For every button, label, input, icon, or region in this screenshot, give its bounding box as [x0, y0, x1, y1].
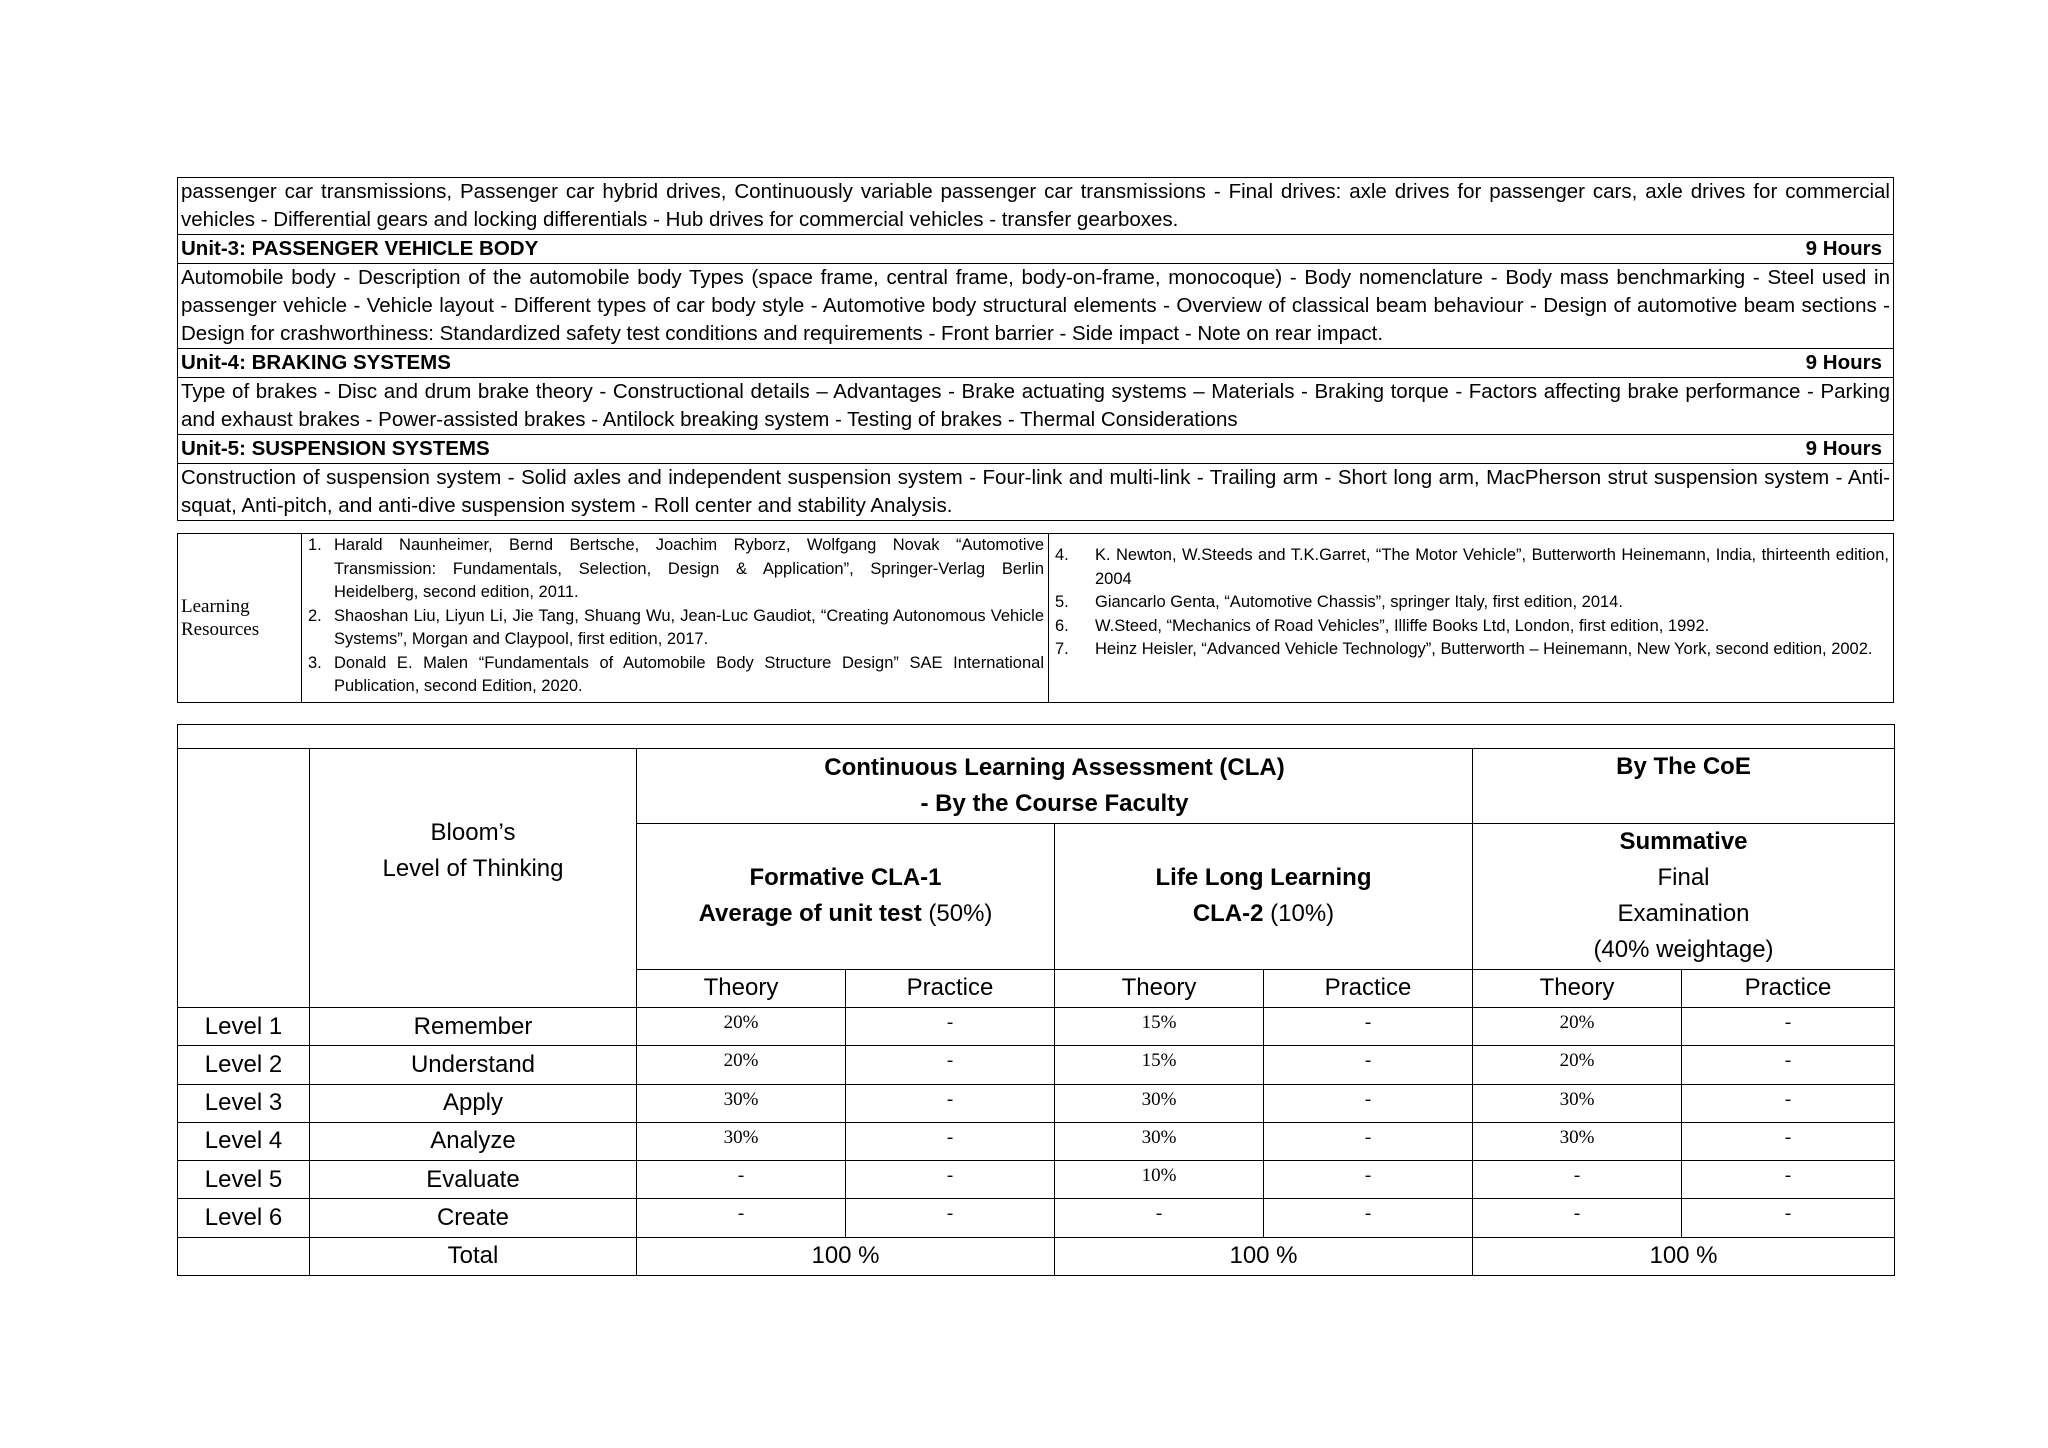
blooms-header [310, 749, 637, 1008]
table-row [178, 1084, 1895, 1122]
header-row-1 [178, 749, 1895, 824]
unit-4-hours: 9 Hours [1805, 351, 1882, 374]
level-cell: Level 6 [178, 1199, 310, 1237]
lifelong-bold: CLA-2 [1192, 900, 1264, 928]
reference-number: 1. [308, 536, 322, 554]
unit-3-body [178, 263, 1893, 348]
total-blank-cell [178, 1237, 310, 1275]
formative-line-1: Formative CLA-1 [749, 864, 942, 892]
unit-3-section [178, 234, 1893, 263]
lifelong-line-2 [1055, 896, 1472, 932]
value-cell: - [1264, 1122, 1473, 1160]
value-cell: - [1264, 1008, 1473, 1046]
value-cell: - [1682, 1046, 1895, 1084]
value-cell: 15% [1055, 1008, 1264, 1046]
level-cell: Level 5 [178, 1161, 310, 1199]
learning-resources-label [178, 534, 302, 702]
reference-text: Giancarlo Genta, “Automotive Chassis”, springer Italy, first edition, 2014. [1095, 593, 1623, 611]
value-cell: - [1473, 1199, 1682, 1237]
unit-4-section [178, 348, 1893, 377]
summative-line-3: Examination [1617, 900, 1750, 928]
unit-5-content: Construction of suspension system - Solid axles and independent suspension system - Four-link and multi-link - Trailing arm - Short long arm, MacPherson strut suspension system - Anti-squat, Anti-pitch, and anti-dive suspension system - Roll center and stability Analysis. [181, 466, 1890, 517]
table-row [178, 1046, 1895, 1084]
blooms-line-2: Level of Thinking [382, 855, 564, 883]
value-cell: - [846, 1161, 1055, 1199]
unit-2-continuation [178, 178, 1893, 234]
value-cell: 30% [1473, 1122, 1682, 1160]
reference-number: 3. [308, 653, 322, 672]
value-cell: - [846, 1008, 1055, 1046]
reference-number: 4. [1055, 546, 1069, 564]
reference-text: K. Newton, W.Steeds and T.K.Garret, “The Motor Vehicle”, Butterworth Heinemann, India, thirteenth edition, 2004 [1095, 546, 1889, 588]
blank-cell [178, 725, 1895, 749]
practice-header: Practice [1264, 969, 1473, 1007]
unit-5-body [178, 463, 1893, 520]
value-cell: - [1682, 1199, 1895, 1237]
total-label: Total [310, 1237, 637, 1275]
theory-header: Theory [1473, 969, 1682, 1007]
value-cell: 20% [1473, 1046, 1682, 1084]
unit-5-hours: 9 Hours [1805, 437, 1882, 460]
reference-number: 5. [1055, 593, 1069, 611]
reference-item [308, 652, 1044, 699]
unit-3-title: Unit-3: PASSENGER VEHICLE BODY [181, 237, 539, 260]
thinking-cell: Understand [310, 1046, 637, 1084]
value-cell: - [637, 1199, 846, 1237]
value-cell: - [637, 1161, 846, 1199]
reference-number: 2. [308, 606, 322, 625]
thinking-cell: Analyze [310, 1122, 637, 1160]
reference-text: Shaoshan Liu, Liyun Li, Jie Tang, Shuang Wu, Jean-Luc Gaudiot, “Creating Autonomous Vehicle Systems”, Morgan and Claypool, first edition, 2017. [334, 606, 1044, 648]
unit-5-header [181, 435, 1890, 463]
practice-header: Practice [1682, 969, 1895, 1007]
unit-4-title: Unit-4: BRAKING SYSTEMS [181, 351, 451, 374]
thinking-cell: Evaluate [310, 1161, 637, 1199]
total-cla1: 100 % [637, 1237, 1055, 1275]
summative-header [1473, 823, 1895, 969]
theory-header: Theory [1055, 969, 1264, 1007]
practice-header: Practice [846, 969, 1055, 1007]
unit-2-content: passenger car transmissions, Passenger car hybrid drives, Continuously variable passenger car transmissions - Final drives: axle drives for passenger cars, axle drives for commercial vehicles - Differential gears and locking differentials - Hub drives for commercial vehicles - transfer gearboxes. [181, 180, 1890, 231]
summative-line-1: Summative [1619, 828, 1748, 856]
summative-line-2: Final [1657, 864, 1710, 892]
value-cell: - [1682, 1161, 1895, 1199]
reference-item [1055, 615, 1889, 639]
reference-item [1055, 591, 1889, 615]
value-cell: - [846, 1122, 1055, 1160]
unit-3-hours: 9 Hours [1805, 237, 1882, 260]
total-summative: 100 % [1473, 1237, 1895, 1275]
cla-header [637, 749, 1473, 824]
syllabus-block [177, 177, 1894, 521]
reference-item [308, 534, 1044, 605]
lifelong-header [1055, 823, 1473, 969]
formative-pct: (50%) [921, 900, 993, 928]
reference-text: Heinz Heisler, “Advanced Vehicle Technology”, Butterworth – Heinemann, New York, second edition, 2002. [1095, 640, 1873, 658]
assessment-table [177, 724, 1895, 1276]
value-cell: - [846, 1084, 1055, 1122]
value-cell: 30% [1055, 1084, 1264, 1122]
blooms-line-1: Bloom’s [430, 819, 516, 847]
value-cell: 10% [1055, 1161, 1264, 1199]
value-cell: 30% [637, 1122, 846, 1160]
cla-line-2: - By the Course Faculty [920, 789, 1189, 817]
value-cell: - [1682, 1122, 1895, 1160]
theory-header: Theory [637, 969, 846, 1007]
label-line-1: Learning [181, 596, 250, 617]
value-cell: - [1055, 1199, 1264, 1237]
level-cell: Level 1 [178, 1008, 310, 1046]
references-right-column [1049, 534, 1893, 702]
coe-header: By The CoE [1473, 749, 1895, 824]
blank-top-row [178, 725, 1895, 749]
reference-text: W.Steed, “Mechanics of Road Vehicles”, Illiffe Books Ltd, London, first edition, 1992. [1095, 616, 1710, 635]
value-cell: 20% [1473, 1008, 1682, 1046]
reference-item [308, 605, 1044, 652]
total-row [178, 1237, 1895, 1275]
value-cell: - [1264, 1161, 1473, 1199]
value-cell: - [1264, 1199, 1473, 1237]
summative-line-4: (40% weightage) [1593, 936, 1774, 964]
level-cell: Level 4 [178, 1122, 310, 1160]
value-cell: - [1473, 1161, 1682, 1199]
formative-bold: Average of unit test [698, 900, 922, 928]
unit-5-section [178, 434, 1893, 463]
reference-number: 7. [1055, 640, 1069, 658]
value-cell: - [846, 1199, 1055, 1237]
value-cell: - [846, 1046, 1055, 1084]
reference-item [1055, 638, 1889, 662]
unit-4-body [178, 377, 1893, 434]
value-cell: - [1264, 1084, 1473, 1122]
value-cell: 30% [1055, 1122, 1264, 1160]
level-cell: Level 3 [178, 1084, 310, 1122]
thinking-cell: Create [310, 1199, 637, 1237]
lifelong-line-1: Life Long Learning [1155, 864, 1372, 892]
unit-4-content: Type of brakes - Disc and drum brake theory - Constructional details – Advantages - Brake actuating systems – Materials - Braking torque - Factors affecting brake performance - Parking and exhaust brakes - Power-assisted brakes - Antilock breaking system - Testing of brakes - Thermal Considerations [181, 380, 1890, 431]
value-cell: 30% [637, 1084, 846, 1122]
value-cell: - [1682, 1084, 1895, 1122]
lifelong-pct: (10%) [1263, 900, 1335, 928]
value-cell: 30% [1473, 1084, 1682, 1122]
unit-4-header [181, 349, 1890, 377]
value-cell: - [1264, 1046, 1473, 1084]
level-cell: Level 2 [178, 1046, 310, 1084]
cla-line-1: Continuous Learning Assessment (CLA) [824, 753, 1285, 781]
value-cell: 20% [637, 1046, 846, 1084]
table-row [178, 1161, 1895, 1199]
unit-3-header [181, 235, 1890, 263]
reference-item [1055, 544, 1889, 591]
table-row [178, 1122, 1895, 1160]
formative-header [637, 823, 1055, 969]
table-row [178, 1199, 1895, 1237]
level-header-cell [178, 749, 310, 1008]
learning-resources-table [177, 533, 1894, 703]
value-cell: 20% [637, 1008, 846, 1046]
unit-3-content: Automobile body - Description of the automobile body Types (space frame, central frame, body-on-frame, monocoque) - Body nomenclature - Body mass benchmarking - Steel used in passenger vehicle - Vehicle layout - Different types of car body style - Automotive body structural elements - Overview of classical beam behaviour - Design of automotive beam sections - Design for crashworthiness: Standardized safety test conditions and requirements - Front barrier - Side impact - Note on rear impact. [181, 266, 1890, 345]
reference-text: Harald Naunheimer, Bernd Bertsche, Joachim Ryborz, Wolfgang Novak “Automotive Transmission: Fundamentals, Selection, Design & Application”, Springer-Verlag Berlin Heidelberg, second edition, 2011. [334, 536, 1044, 601]
reference-number: 6. [1055, 616, 1069, 635]
value-cell: 15% [1055, 1046, 1264, 1084]
label-line-2: Resources [181, 619, 260, 640]
value-cell: - [1682, 1008, 1895, 1046]
references-left-column [302, 534, 1049, 702]
thinking-cell: Apply [310, 1084, 637, 1122]
table-row [178, 1008, 1895, 1046]
formative-line-2 [637, 896, 1054, 932]
unit-5-title: Unit-5: SUSPENSION SYSTEMS [181, 437, 490, 460]
total-cla2: 100 % [1055, 1237, 1473, 1275]
reference-text: Donald E. Malen “Fundamentals of Automobile Body Structure Design” SAE International Publication, second Edition, 2020. [334, 653, 1044, 695]
thinking-cell: Remember [310, 1008, 637, 1046]
